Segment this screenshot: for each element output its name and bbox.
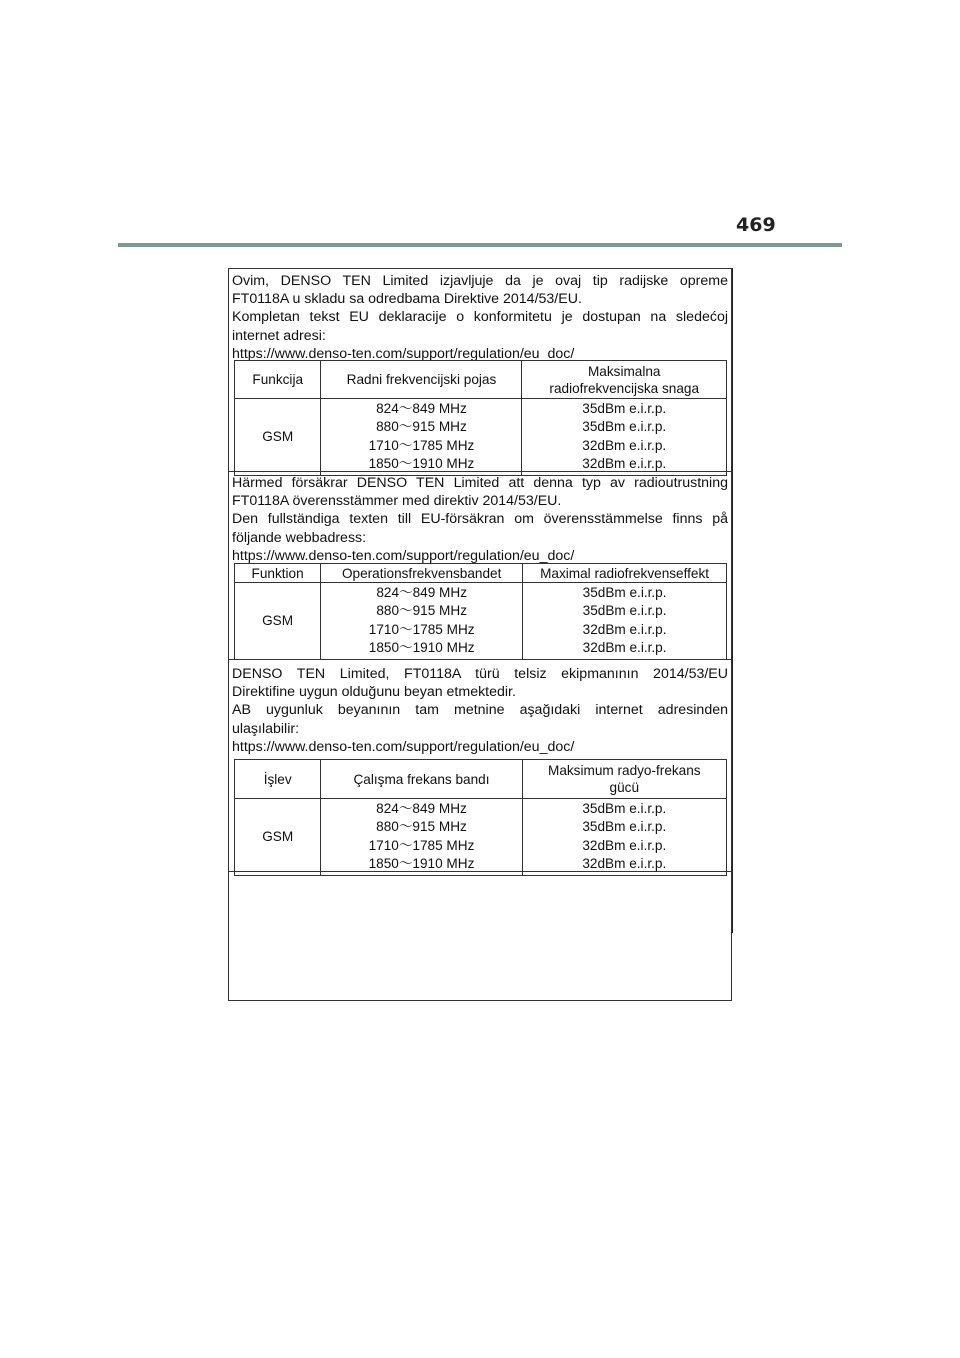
max-power-value: 35dBm e.i.r.p.	[582, 801, 667, 816]
radio-spec-table	[234, 360, 727, 476]
declaration-statement-line: Ovim, DENSO TEN Limited izjavljuje da je ovaj tip radijske opreme	[232, 273, 728, 289]
header-function: Funktion	[235, 564, 321, 583]
declaration-section-tr	[230, 665, 730, 872]
frequency-band-cell	[321, 799, 522, 876]
header-rule	[118, 243, 842, 247]
radio-spec-table	[234, 759, 727, 876]
function-cell: GSM	[235, 399, 321, 476]
frequency-band: 1850～1910 MHz	[368, 640, 475, 656]
frequency-band-cell	[321, 583, 523, 660]
declaration-availability-line: följande webbadress:	[232, 529, 367, 546]
table-row	[235, 583, 727, 660]
section-divider	[228, 659, 732, 660]
frequency-band: 880～915 MHz	[376, 419, 467, 435]
max-power-cell	[523, 583, 727, 660]
page-number: 469	[736, 214, 776, 236]
frequency-band: 824～849 MHz	[376, 401, 467, 416]
max-power-value: 35dBm e.i.r.p.	[582, 401, 667, 416]
declaration-availability-line: AB uygunluk beyanının tam metnine aşağıdaki internet adresinden	[232, 702, 728, 719]
declaration-availability-line: ulaşılabilir:	[232, 720, 300, 737]
max-power-value: 32dBm e.i.r.p.	[582, 856, 667, 872]
max-power-value: 32dBm e.i.r.p.	[582, 837, 667, 853]
max-power-cell	[522, 399, 727, 476]
radio-spec-table	[234, 563, 727, 660]
frequency-band: 1710～1785 MHz	[368, 437, 475, 453]
max-power-value: 35dBm e.i.r.p.	[582, 819, 667, 835]
frequency-band: 880～915 MHz	[376, 819, 467, 835]
declaration-url[interactable]: https://www.denso-ten.com/support/regulation/eu_doc/	[232, 547, 575, 564]
header-function: Funkcija	[235, 361, 321, 399]
frequency-band: 1710～1785 MHz	[368, 837, 475, 853]
frequency-band: 1850～1910 MHz	[368, 856, 475, 872]
max-power-cell	[522, 799, 726, 876]
header-frequency-band: Operationsfrekvensbandet	[321, 564, 523, 583]
frequency-band: 824～849 MHz	[376, 585, 467, 600]
table-row	[235, 799, 727, 876]
section-divider	[228, 871, 732, 872]
declaration-availability-line: internet adresi:	[232, 327, 326, 344]
section-divider	[228, 471, 732, 472]
max-power-value: 35dBm e.i.r.p.	[582, 585, 667, 600]
declaration-availability-line: Den fullständiga texten till EU-försäkran om överensstämmelse finns på	[232, 511, 728, 528]
frequency-band: 1710～1785 MHz	[368, 621, 475, 637]
declaration-section-sv	[230, 474, 730, 656]
header-max-power: Maximal radiofrekvenseffekt	[523, 564, 727, 583]
header-frequency-band: Çalışma frekans bandı	[321, 760, 522, 799]
header-max-power	[522, 361, 727, 399]
declaration-statement-line: FT0118A u skladu sa odredbama Direktive 2014/53/EU.	[232, 291, 582, 308]
function-cell: GSM	[235, 583, 321, 660]
frequency-band-cell	[321, 399, 522, 476]
max-power-value: 32dBm e.i.r.p.	[582, 621, 667, 637]
header-max-power	[522, 760, 726, 799]
frequency-band: 824～849 MHz	[376, 801, 467, 816]
max-power-value: 35dBm e.i.r.p.	[582, 603, 667, 619]
declaration-url[interactable]: https://www.denso-ten.com/support/regulation/eu_doc/	[232, 345, 575, 362]
max-power-value: 35dBm e.i.r.p.	[582, 419, 667, 435]
declaration-statement-line: DENSO TEN Limited, FT0118A türü telsiz ekipmanının 2014/53/EU	[232, 666, 728, 682]
frame-right-edge	[732, 268, 733, 933]
table-header-row	[235, 760, 727, 799]
declaration-statement-line: Direktifine uygun olduğunu beyan etmektedir.	[232, 684, 516, 701]
header-max-power-line: radiofrekvencijska snaga	[549, 380, 700, 396]
table-header-row	[235, 361, 727, 399]
frequency-band: 1850～1910 MHz	[368, 456, 475, 472]
header-max-power-line: Maksimalna	[587, 363, 661, 379]
declaration-url[interactable]: https://www.denso-ten.com/support/regulation/eu_doc/	[232, 738, 575, 755]
frequency-band: 880～915 MHz	[376, 603, 467, 619]
declaration-statement-line: Härmed försäkrar DENSO TEN Limited att denna typ av radioutrustning	[232, 475, 728, 491]
header-max-power-line: Maksimum radyo-frekans	[548, 763, 701, 778]
declaration-section-hr	[230, 272, 730, 472]
table-row	[235, 399, 727, 476]
max-power-value: 32dBm e.i.r.p.	[582, 640, 667, 656]
max-power-value: 32dBm e.i.r.p.	[582, 437, 667, 453]
table-header-row	[235, 564, 727, 583]
header-function: İşlev	[235, 760, 321, 799]
max-power-value: 32dBm e.i.r.p.	[582, 456, 667, 472]
header-frequency-band: Radni frekvencijski pojas	[321, 361, 522, 399]
declaration-statement-line: FT0118A överensstämmer med direktiv 2014/53/EU.	[232, 493, 562, 510]
header-max-power-line: gücü	[609, 780, 640, 795]
function-cell: GSM	[235, 799, 321, 876]
declaration-availability-line: Kompletan tekst EU deklaracije o konformitetu je dostupan na sledećoj	[232, 309, 728, 326]
